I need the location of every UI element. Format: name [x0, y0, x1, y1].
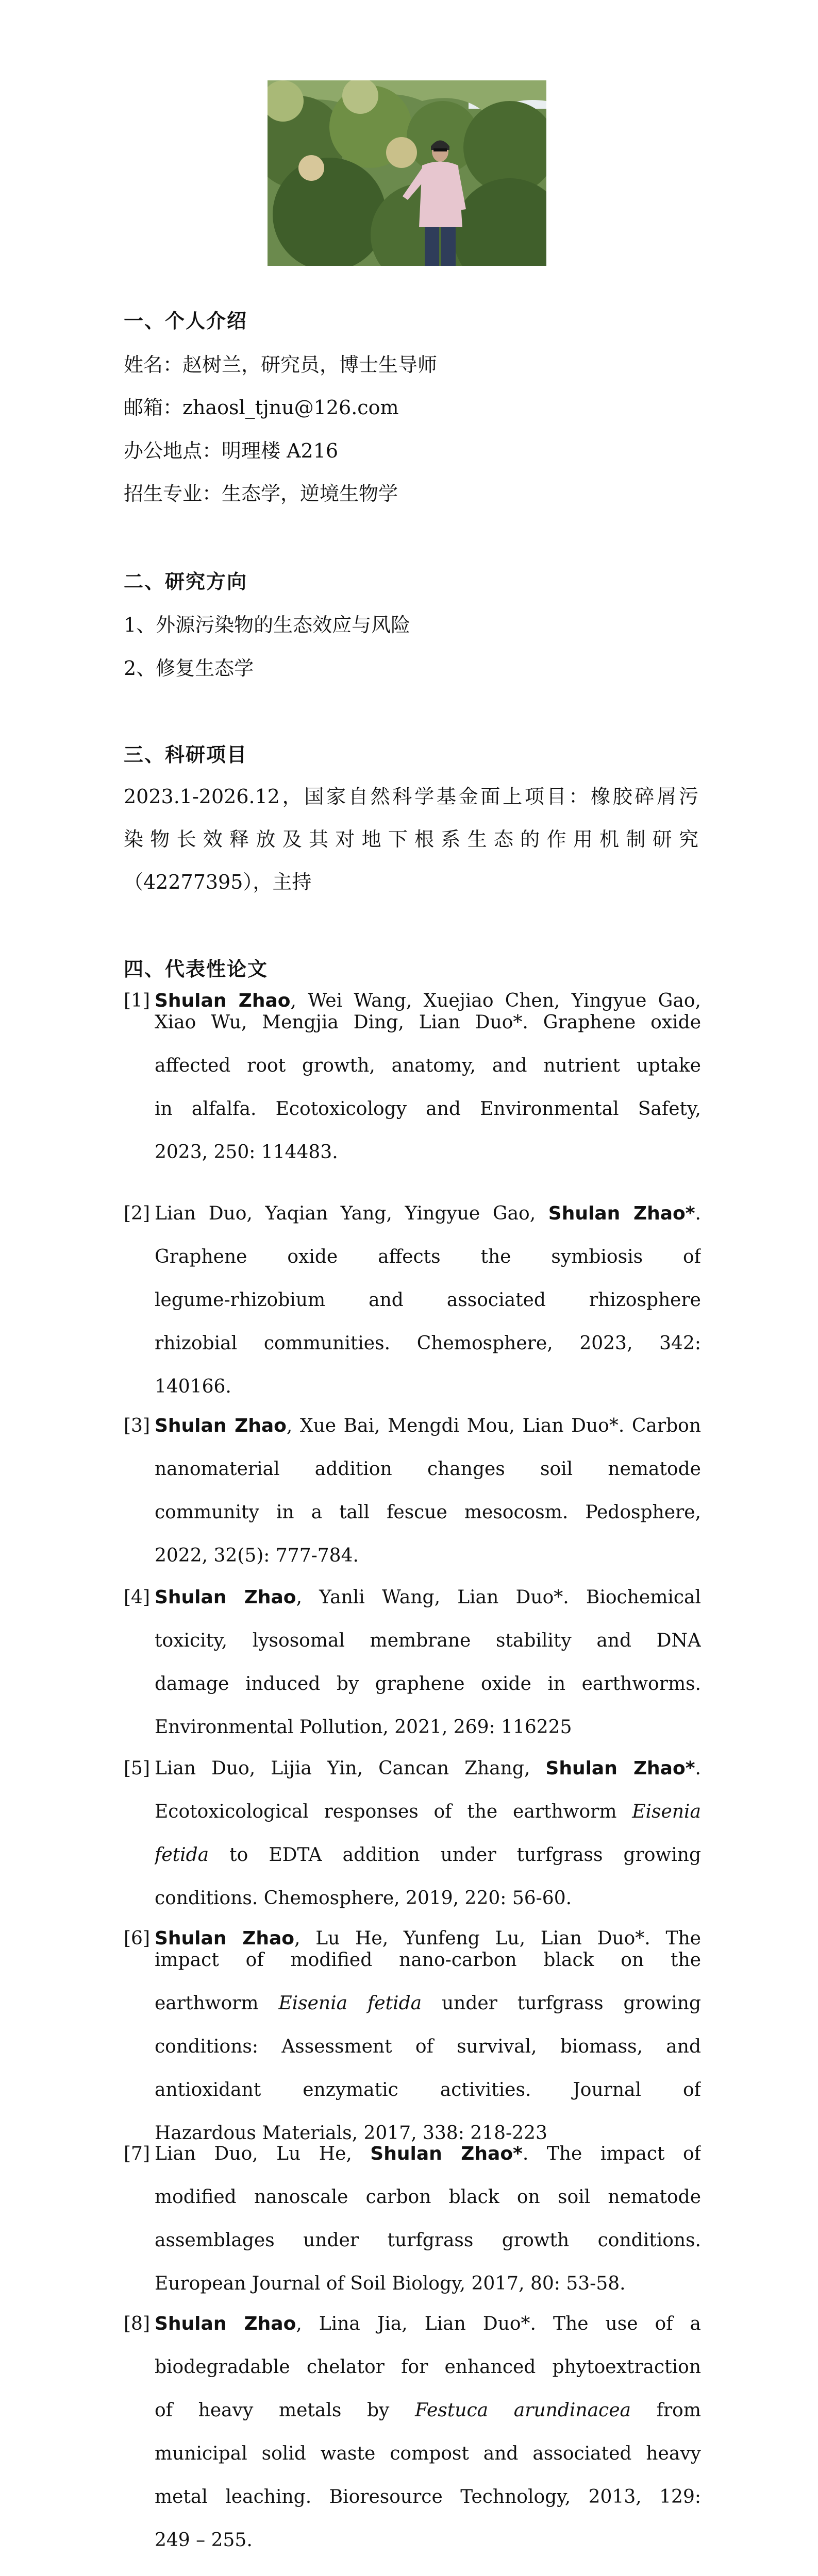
species-name: Eisenia fetida: [278, 1993, 422, 2014]
citation-line: Graphene oxide affects the symbiosis of: [155, 1246, 701, 1267]
citation-line: in alfalfa. Ecotoxicology and Environmental Safety,: [155, 1098, 701, 1120]
citation-line: antioxidant enzymatic activities. Journal of: [155, 2079, 701, 2100]
author-highlight: Shulan Zhao: [155, 2313, 296, 2334]
species-name: fetida: [155, 1844, 209, 1866]
paper-item: [124, 1415, 701, 1567]
citation-line: Hazardous Materials, 2017, 338: 218-223: [155, 2123, 547, 2144]
citation-line: Ecotoxicological responses of the earthworm Eisenia: [155, 1801, 701, 1822]
paper-citation: [155, 1203, 701, 1398]
species-name: Eisenia: [632, 1801, 701, 1822]
office-line: 办公地点：明理楼 A216: [124, 439, 339, 462]
citation-line: Shulan Zhao, Lina Jia, Lian Duo*. The use of a: [155, 2313, 701, 2334]
author-highlight: Shulan Zhao*: [548, 1203, 695, 1224]
citation-line: conditions: Assessment of survival, biomass, and: [155, 2036, 701, 2057]
paper-item: [124, 1587, 701, 1738]
author-highlight: Shulan Zhao: [155, 990, 291, 1011]
species-name: Festuca arundinacea: [415, 2400, 631, 2421]
citation-line: conditions. Chemosphere, 2019, 220: 56-60.: [155, 1888, 572, 1909]
citation-line: affected root growth, anatomy, and nutrient uptake: [155, 1055, 701, 1076]
citation-line: modified nanoscale carbon black on soil nematode: [155, 2187, 701, 2208]
citation-line: 2022, 32(5): 777-784.: [155, 1545, 359, 1566]
paper-number: [4]: [124, 1587, 150, 1608]
citation-line: Shulan Zhao, Xue Bai, Mengdi Mou, Lian Duo*. Carbon: [155, 1415, 701, 1436]
majors-line: 招生专业：生态学，逆境生物学: [124, 482, 398, 505]
paper-citation: [155, 1587, 701, 1738]
name-line: 姓名：赵树兰，研究员，博士生导师: [124, 353, 438, 376]
citation-line: Lian Duo, Lu He, Shulan Zhao*. The impact of: [155, 2143, 701, 2164]
paper-item: [124, 2313, 701, 2551]
section-heading-projects: 三、科研项目: [124, 743, 248, 766]
citation-line: community in a tall fescue mesocosm. Pedosphere,: [155, 1502, 701, 1523]
citation-line: toxicity, lysosomal membrane stability and DNA: [155, 1630, 701, 1651]
project-line: 染物长效释放及其对地下根系生态的作用机制研究: [124, 828, 698, 851]
author-highlight: Shulan Zhao: [155, 1928, 295, 1949]
citation-line: European Journal of Soil Biology, 2017, 80: 53-58.: [155, 2273, 626, 2294]
email-line: 邮箱：zhaosl_tjnu@126.com: [124, 396, 399, 419]
paper-citation: [155, 1928, 701, 2144]
citation-line: of heavy metals by Festuca arundinacea from: [155, 2400, 701, 2421]
paper-number: [2]: [124, 1203, 150, 1224]
citation-line: Shulan Zhao, Lu He, Yunfeng Lu, Lian Duo*. The: [155, 1928, 701, 1949]
project-line: 2023.1-2026.12，国家自然科学基金面上项目：橡胶碎屑污: [124, 785, 698, 808]
paper-item: [124, 1928, 701, 2144]
citation-line: Shulan Zhao, Yanli Wang, Lian Duo*. Biochemical: [155, 1587, 701, 1608]
author-highlight: Shulan Zhao: [155, 1587, 296, 1608]
author-highlight: Shulan Zhao*: [370, 2143, 523, 2164]
paper-citation: [155, 990, 701, 1163]
citation-line: Lian Duo, Yaqian Yang, Yingyue Gao, Shulan Zhao*.: [155, 1203, 701, 1224]
paper-item: [124, 1758, 701, 1909]
citation-line: Lian Duo, Lijia Yin, Cancan Zhang, Shulan Zhao*.: [155, 1758, 701, 1779]
author-highlight: Shulan Zhao: [155, 1415, 287, 1436]
paper-citation: [155, 2143, 701, 2295]
paper-item: [124, 1203, 701, 1398]
project-entry: [124, 775, 698, 904]
citation-line: biodegradable chelator for enhanced phytoextraction: [155, 2357, 701, 2378]
citation-line: nanomaterial addition changes soil nematode: [155, 1459, 701, 1480]
citation-line: Shulan Zhao, Wei Wang, Xuejiao Chen, Yingyue Gao,: [155, 990, 701, 1011]
paper-item: [124, 990, 701, 1163]
paper-citation: [155, 2313, 701, 2551]
citation-line: Xiao Wu, Mengjia Ding, Lian Duo*. Graphene oxide: [155, 1012, 701, 1033]
paper-item: [124, 2143, 701, 2295]
paper-number: [3]: [124, 1415, 150, 1436]
project-line: （42277395），主持: [124, 871, 312, 893]
citation-line: metal leaching. Bioresource Technology, 2013, 129:: [155, 2486, 701, 2507]
citation-line: assemblages under turfgrass growth conditions.: [155, 2230, 701, 2251]
paper-citation: [155, 1415, 701, 1567]
citation-line: earthworm Eisenia fetida under turfgrass growing: [155, 1993, 701, 2014]
citation-line: municipal solid waste compost and associated heavy: [155, 2443, 701, 2464]
citation-line: damage induced by graphene oxide in earthworms.: [155, 1673, 701, 1694]
research-item: 2、修复生态学: [124, 657, 254, 680]
citation-line: 140166.: [155, 1376, 231, 1397]
citation-line: impact of modified nano-carbon black on the: [155, 1950, 701, 1971]
section-heading-intro: 一、个人介绍: [124, 309, 248, 332]
section-heading-research: 二、研究方向: [124, 570, 248, 593]
citation-line: fetida to EDTA addition under turfgrass growing: [155, 1844, 701, 1866]
author-highlight: Shulan Zhao*: [545, 1758, 695, 1779]
paper-number: [6]: [124, 1928, 150, 1949]
citation-line: 249 – 255.: [155, 2530, 253, 2551]
paper-number: [5]: [124, 1758, 150, 1779]
profile-photo: [268, 80, 546, 266]
paper-number: [8]: [124, 2313, 150, 2334]
citation-line: rhizobial communities. Chemosphere, 2023, 342:: [155, 1333, 701, 1354]
research-item: 1、外源污染物的生态效应与风险: [124, 614, 411, 636]
citation-line: legume-rhizobium and associated rhizosphere: [155, 1290, 701, 1311]
section-heading-papers: 四、代表性论文: [124, 957, 269, 980]
citation-line: Environmental Pollution, 2021, 269: 116225: [155, 1717, 572, 1738]
paper-number: [1]: [124, 990, 150, 1011]
paper-citation: [155, 1758, 701, 1909]
citation-line: 2023, 250: 114483.: [155, 1142, 338, 1163]
paper-number: [7]: [124, 2143, 150, 2164]
